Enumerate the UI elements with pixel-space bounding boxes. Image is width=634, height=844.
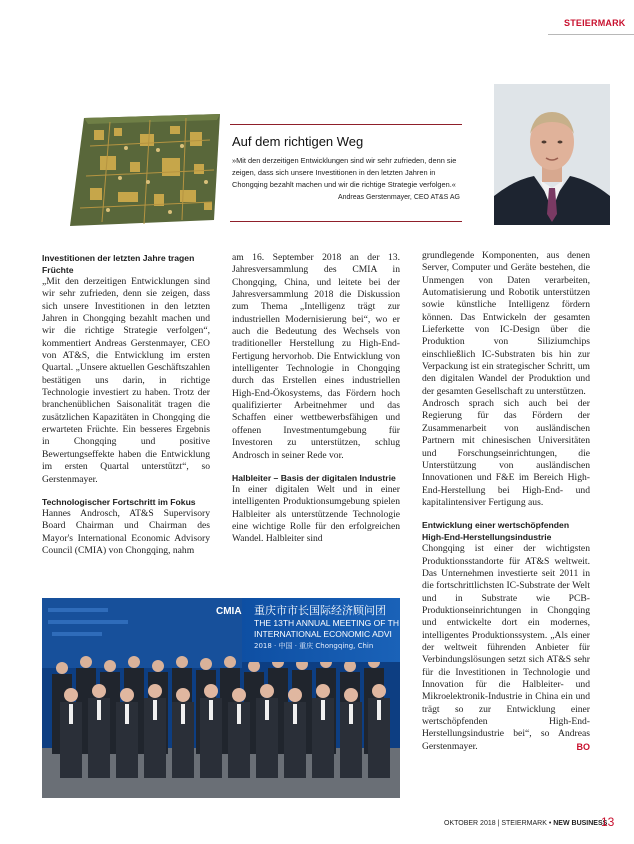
banner-text-chinese: 重庆市市长国际经济顾问团 xyxy=(254,604,386,617)
page-footer xyxy=(444,820,607,827)
banner-text-english-1: THE 13TH ANNUAL MEETING OF TH xyxy=(254,618,399,628)
event-logo: CMIA xyxy=(216,606,242,617)
footer-magazine: STEIERMARK xyxy=(501,820,547,827)
section-label: STEIERMARK xyxy=(564,18,626,28)
banner-text-date: 2018 · 中国 · 重庆 Chongqing, Chin xyxy=(254,642,374,650)
author-signature: BO xyxy=(576,741,590,752)
paragraph: am 16. September 2018 an der 13. Jahresversammlung des CMIA in Chongqing, China, und leitete bei der Jahresversammlung 2018 die Diskussion zum Thema „Intelligenz trägt zur industriellen Modernisierung bei“, wo er auch die Bedeutung des Wechsels von traditioneller Herstellung zu High-End-Fertigung hervorhob. Die Entwicklung von intelligenter Technologie in Chongqing durch das Erstellen eines industriellen High-End-Ökosystems, das Fördern hoch qualifizierter Arbeitnehmer und das Schaffen einer wettbewerbsfähigen und offenen Investmentumgebung für Investoren zu unterstützen, schlug Androsch in seiner Rede vor. xyxy=(232,252,400,461)
subheading-progress: Technologischer Fortschritt im Fokus xyxy=(42,496,196,507)
subheading-investments: Investitionen der letzten Jahre tragen Früchte xyxy=(42,253,195,275)
article-column-2 xyxy=(232,252,400,546)
paragraph-text: Chongqing ist einer der wichtigsten Produktionsstandorte für AT&S weltweit. Das Unternehmen investierte seit 2011 in die fortschrittlichsten IC-Substrate der Welt und in Substrate wie PCB-Produktionseinrichtungen in Chongqing und entwickelte dort ein modernes, intelligentes Produktionssystem. „Als einer der weltweit führenden Anbieter für Verbindungslösungen setzt sich AT&S sehr für die Investitionen in Technologie und Innovation für die Halbleiter- und Mikroelektronik-Industrie in China ein und trägt so zur Entwicklung einer wertschöpfenden High-End-Herstellungsindustrie bei“, so Andreas Gerstenmayer. xyxy=(422,543,590,752)
banner-text-english-2: INTERNATIONAL ECONOMIC ADVI xyxy=(254,629,392,639)
portrait-photo xyxy=(494,84,610,225)
paragraph: In einer digitalen Welt und in einer intelligenten Produktionsumgebung spielen Halbleiter als unterstützende Technologie eine wichtige Rolle für den erfolgreichen Wandel. Halbleiter sind xyxy=(232,483,400,545)
circuit-board-image xyxy=(70,112,222,228)
header-rule xyxy=(548,34,634,35)
article-column-3 xyxy=(422,250,590,753)
footer-bullet: • xyxy=(548,820,552,827)
paragraph: Hannes Androsch, AT&S Supervisory Board Chairman und Chairman des Mayor's International Economic Advisory Council (CMIA) von Chongqing, nahm xyxy=(42,507,210,556)
page-number: 13 xyxy=(601,815,615,829)
article-column-1 xyxy=(42,252,210,557)
paragraph: Androsch sprach sich auch bei der Regierung für das Fördern der Zusammenarbeit von ausländischen Partnern mit chinesischen Universitäten und Forschungseinrichtungen, die Unterstützung von ausländischen Innovationen und F&E im Bereich High-End-Herstellung bei High-End- und kapitalintensiver Fertigung aus. xyxy=(422,398,590,508)
footer-separator: | xyxy=(497,820,500,827)
paragraph xyxy=(422,543,590,753)
paragraph: grundlegende Komponenten, aus denen Server, Computer und Geräte bestehen, die Unmengen von Daten verarbeiten, Automatisierung und Robotik unterstützen sowie künstliche Intelligenz fördern können. Das Entwickeln der gesamten Lieferkette von IC-Design über die Produktion von Siliziumchips einschließlich IC-Substraten bis hin zur Verpackung ist ein strategischer Schritt, um den digitalen Wandel der Produktion und der gesamten Gesellschaft zu unterstützen. xyxy=(422,250,590,397)
pull-quote-text: »Mit den derzeitigen Entwicklungen sind wir sehr zufrieden, denn sie zeigen, dass sich unsere Investitionen in den letzten Jahren in Chongqing bezahlt machen und wir die richtige Strategie verfolgen.« xyxy=(232,156,457,190)
pull-quote-title: Auf dem richtigen Weg xyxy=(232,134,364,149)
paragraph: „Mit den derzeitigen Entwicklungen sind wir sehr zufrieden, denn sie zeigen, dass sich unsere Investitionen in den letzten Jahren in Chongqing bezahlt machen und wir die richtige Strategie verfolgen“, kommentiert Andreas Gerstenmayer, CEO von AT&S, die Entwicklung im ersten Quartal. „Unsere aktuellen Geschäftszahlen bestätigen uns darin, in richtige Technologie investiert zu haben. Trotz der branchenüblichen Saisonalität tragen die zusätzlichen Kapazitäten in Chongqing die erwarteten Früchte. Ein besseres Ergebnis in Chongqing und positive Bewertungseffekte haben die Entwicklung im ersten Quartal unterstützt“, so Gerstenmayer. xyxy=(42,276,210,485)
subheading-semiconductors: Halbleiter – Basis der digitalen Industrie xyxy=(232,472,396,483)
footer-date: OKTOBER 2018 xyxy=(444,820,496,827)
subheading-value-chain: Entwicklung einer wertschöpfenden High-End-Herstellungsindustrie xyxy=(422,520,570,543)
pull-quote xyxy=(230,124,462,222)
footer-section: NEW BUSINESS xyxy=(553,820,608,827)
pull-quote-author: Andreas Gerstenmayer, CEO AT&S AG xyxy=(337,193,460,201)
group-photo xyxy=(42,598,400,798)
